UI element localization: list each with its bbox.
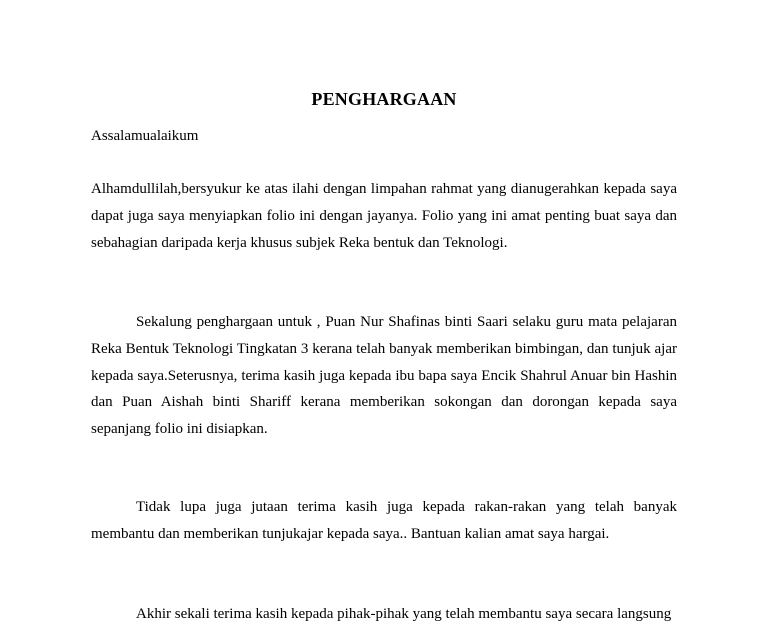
greeting: Assalamualaikum — [91, 128, 199, 144]
paragraph-closing: Akhir sekali terima kasih kepada pihak-pihak yang telah membantu saya secara langsung — [136, 606, 672, 622]
paragraph-friends: Tidak lupa juga jutaan terima kasih juga kepada rakan-rakan yang telah banyak membantu dan memberikan tunjukajar kepada saya.. Bantuan kalian amat saya hargai. — [91, 499, 677, 542]
paragraph-appreciation: Sekalung penghargaan untuk , Puan Nur Shafinas binti Saari selaku guru mata pelajaran Reka Bentuk Teknologi Tingkatan 3 kerana telah banyak memberikan bimbingan, dan tunjuk ajar kepada saya.Seterusnya, terima kasih juga kepada ibu bapa saya Encik Shahrul Anuar bin Hashin dan Puan Aishah binti Shariff kerana memberikan sokongan dan dorongan kepada saya sepanjang folio ini disiapkan. — [91, 314, 677, 438]
paragraph-intro: Alhamdullilah,bersyukur ke atas ilahi dengan limpahan rahmat yang dianugerahkan kepada saya dapat juga saya menyiapkan folio ini dengan jayanya. Folio yang ini amat penting buat saya dan sebahagian daripada kerja khusus subjek Reka bentuk dan Teknologi. — [91, 181, 677, 251]
page-title: PENGHARGAAN — [311, 89, 457, 109]
